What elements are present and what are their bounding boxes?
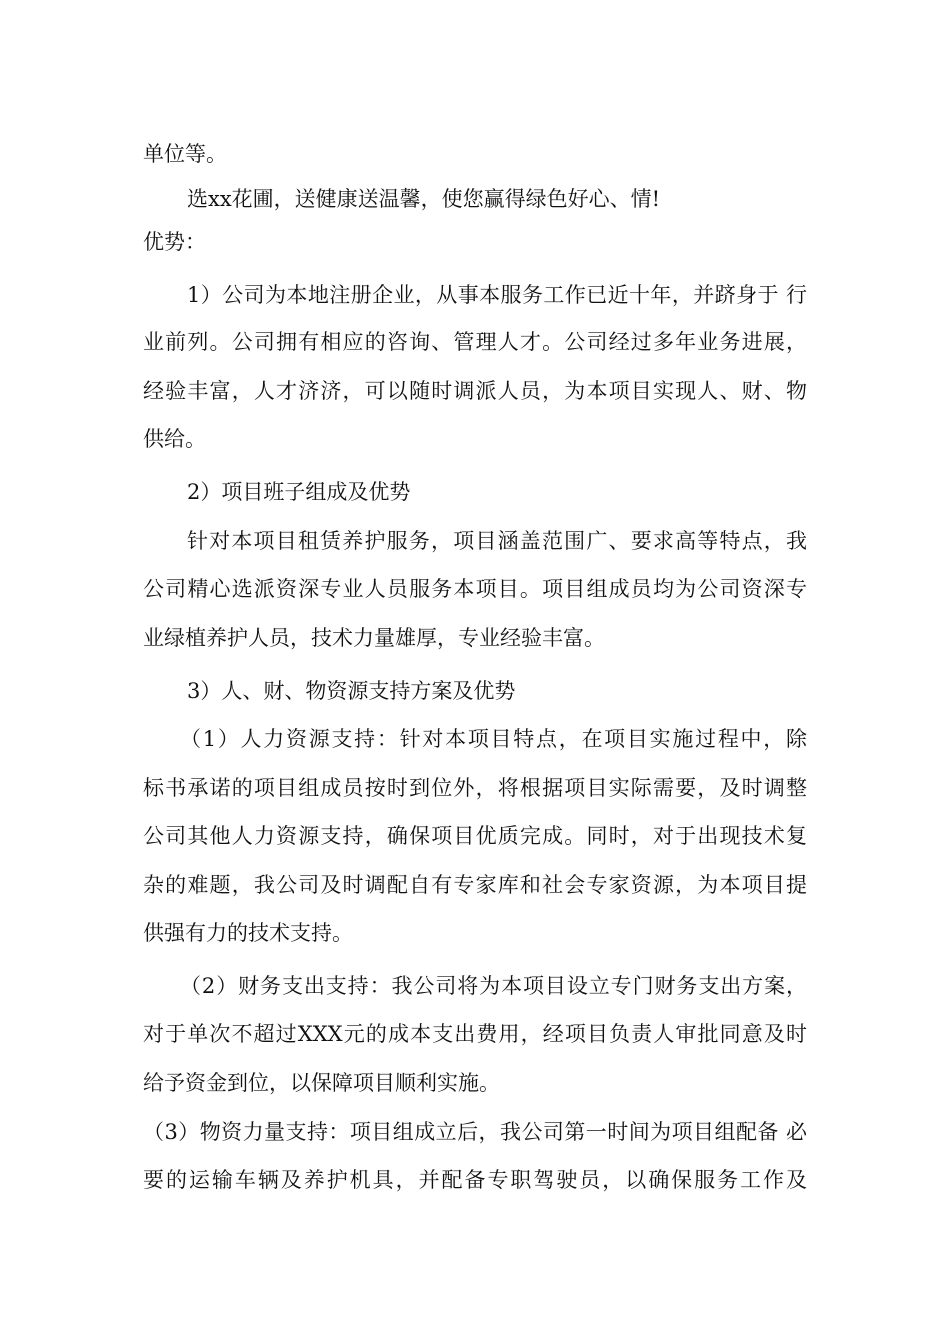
text-line: 要的运输车辆及养护机具，并配备专职驾驶员，以确保服务工作及 xyxy=(143,1168,807,1192)
text-line: 优势： xyxy=(143,230,206,254)
text-line: 经验丰富，人才济济，可以随时调派人员，为本项目实现人、财、物 xyxy=(143,379,807,403)
text-line: 给予资金到位，以保障项目顺利实施。 xyxy=(143,1071,500,1095)
text-line: 单位等。 xyxy=(143,142,227,166)
text-line: 业绿植养护人员，技术力量雄厚，专业经验丰富。 xyxy=(143,626,605,650)
text-line: 公司其他人力资源支持，确保项目优质完成。同时，对于出现技术复 xyxy=(143,824,807,848)
text-line: 2）项目班子组成及优势 xyxy=(187,480,411,504)
text-line: 针对本项目租赁养护服务，项目涵盖范围广、要求高等特点，我 xyxy=(187,529,807,553)
text-line: （3）物资力量支持：项目组成立后，我公司第一时间为项目组配备 必 xyxy=(143,1120,807,1144)
text-line: 公司精心选派资深专业人员服务本项目。项目组成员均为公司资深专 xyxy=(143,577,807,601)
text-line: 业前列。公司拥有相应的咨询、管理人才。公司经过多年业务进展， xyxy=(143,330,807,354)
text-line: （1）人力资源支持：针对本项目特点，在项目实施过程中，除 xyxy=(180,727,807,751)
text-line: 供给。 xyxy=(143,427,206,451)
text-line: 杂的难题，我公司及时调配自有专家库和社会专家资源，为本项目提 xyxy=(143,873,807,897)
text-line: 对于单次不超过XXX元的成本支出费用，经项目负责人审批同意及时 xyxy=(143,1022,807,1046)
text-line: 供强有力的技术支持。 xyxy=(143,921,353,945)
text-line: 选xx花圃，送健康送温馨，使您赢得绿色好心、情! xyxy=(187,187,661,211)
text-line: 标书承诺的项目组成员按时到位外，将根据项目实际需要，及时调整 xyxy=(143,776,807,800)
text-line: 3）人、财、物资源支持方案及优势 xyxy=(187,679,516,703)
text-line: （2）财务支出支持：我公司将为本项目设立专门财务支出方案， xyxy=(180,974,807,998)
text-line: 1）公司为本地注册企业，从事本服务工作已近十年，并跻身于 行 xyxy=(187,283,807,307)
